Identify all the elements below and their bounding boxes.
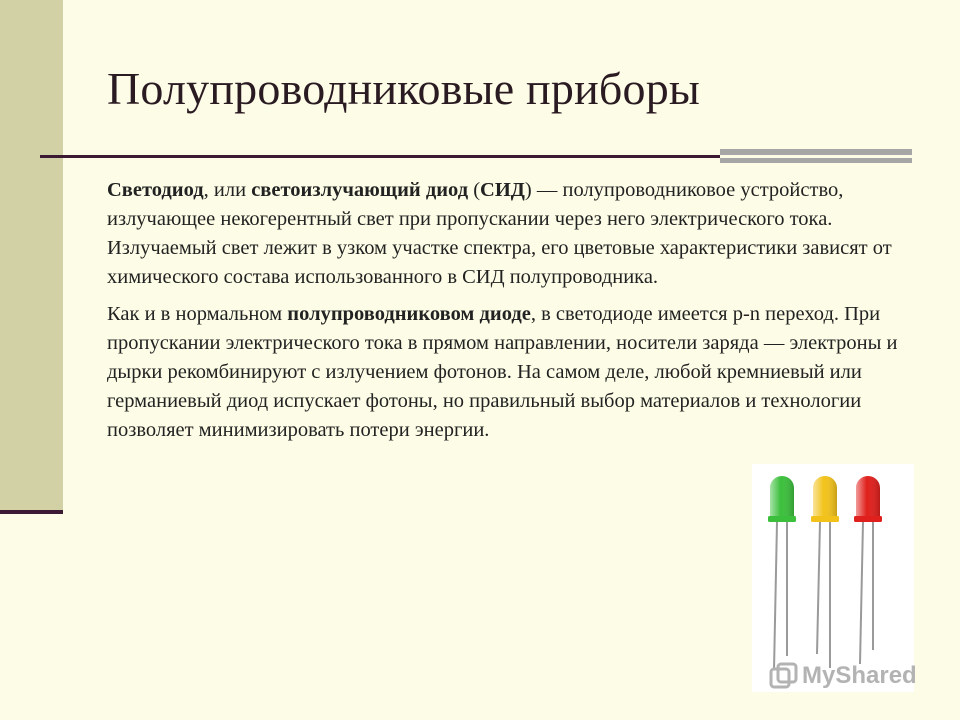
watermark-text: MyShared: [802, 662, 917, 689]
term-led: Светодиод: [107, 179, 204, 201]
led-shine: [813, 476, 837, 516]
led-shine: [770, 476, 794, 516]
led-leg: [774, 522, 777, 670]
sidebar-edge: [0, 510, 63, 514]
term-light-emitting-diode: светоизлучающий диод: [251, 179, 469, 201]
slide-sidebar: [0, 0, 63, 510]
paragraph-1: Светодиод, или светоизлучающий диод (СИД) — полупроводниковое устройство, излучающее некогерентный свет при пропускании через него электрического тока. Излучаемый свет лежит в узком участке спектра, его цветовые характеристики зависят от химического состава использованного в СИД полупроводника.: [107, 179, 892, 288]
led-yellow: [811, 476, 839, 668]
title-divider: [40, 155, 720, 158]
title-divider-accent: [720, 149, 912, 163]
led-red: [854, 476, 882, 664]
term-semiconductor-diode: полупроводниковом диоде: [287, 303, 531, 325]
led-leg: [860, 522, 863, 664]
slide-body: [107, 176, 907, 453]
led-green: [768, 476, 796, 670]
slide-title: Полупроводниковые приборы: [107, 63, 701, 114]
led-illustration: [752, 464, 914, 692]
led-rim: [811, 516, 839, 522]
myshared-logo-icon: [768, 661, 798, 691]
led-rim: [854, 516, 882, 522]
watermark: [768, 660, 917, 692]
paragraph-2: Как и в нормальном полупроводниковом диоде, в светодиоде имеется p-n переход. При пропускании электрического тока в прямом направлении, носители заряда — электроны и дырки рекомбинируют с излучением фотонов. На самом деле, любой кремниевый или германиевый диод испускает фотоны, но правильный выбор материалов и технологии позволяет минимизировать потери энергии.: [107, 303, 898, 441]
led-shine: [856, 476, 880, 516]
term-sid: СИД: [480, 179, 525, 201]
led-rim: [768, 516, 796, 522]
led-leg: [817, 522, 820, 654]
led-photo: [752, 464, 914, 692]
